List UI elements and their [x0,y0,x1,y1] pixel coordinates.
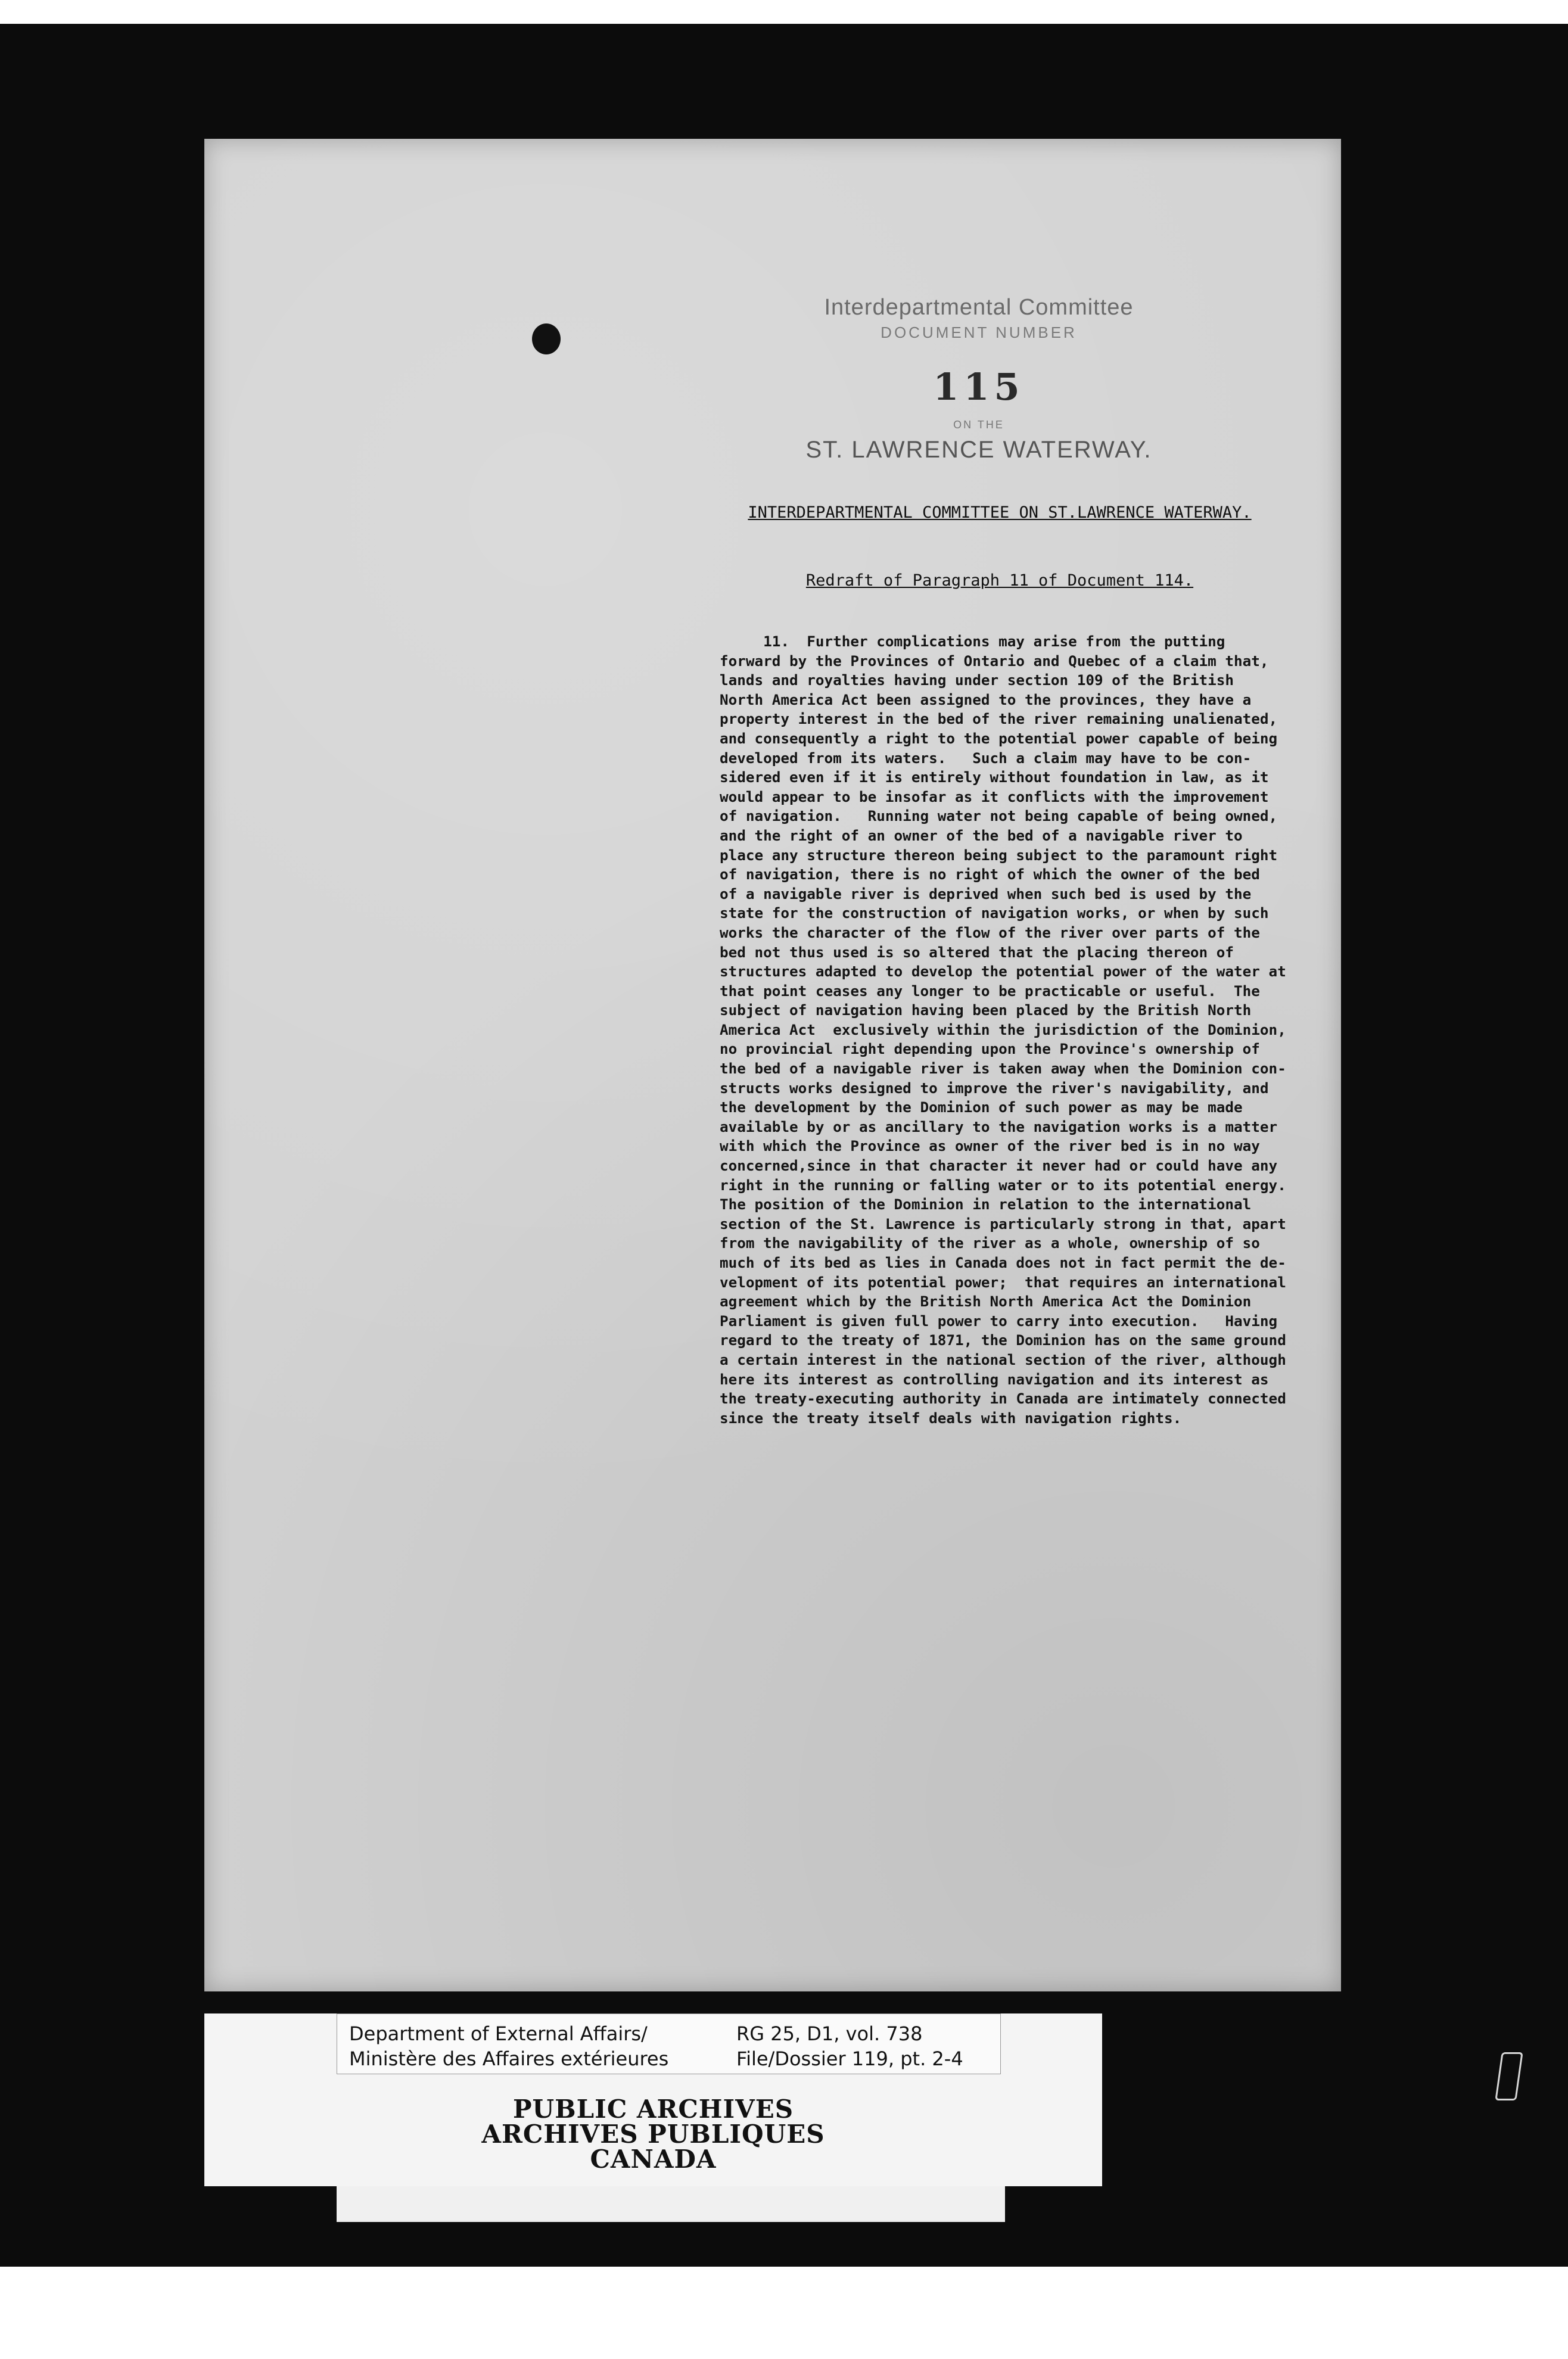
body-line: velopment of its potential power; that requires an international [720,1273,1286,1291]
body-line: works the character of the flow of the river over parts of the [720,923,1260,941]
body-line: of a navigable river is deprived when such bed is used by the [720,885,1252,902]
body-line: America Act exclusively within the jurisdiction of the Dominion, [720,1020,1286,1038]
stamp-committee: Interdepartmental Committee [824,295,1134,320]
body-line: since the treaty itself deals with navigation rights. [720,1409,1182,1427]
body-line: here its interest as controlling navigation and its interest as [720,1370,1269,1388]
body-line: structures adapted to develop the potential power of the water at [720,963,1286,981]
body-line: concerned,since in that character it never had or could have any [720,1157,1278,1175]
body-line: bed not thus used is so altered that the placing thereon of [720,943,1234,961]
document-heading: INTERDEPARTMENTAL COMMITTEE ON ST.LAWRENCE WATERWAY. [748,503,1252,522]
body-line: no provincial right depending upon the Province's ownership of [720,1040,1260,1058]
body-line: with which the Province as owner of the river bed is in no way [720,1137,1260,1155]
body-line: lands and royalties having under section 109 of the British [720,671,1234,689]
body-line: state for the construction of navigation works, or when by such [720,904,1269,922]
file-dossier: File/Dossier 119, pt. 2-4 [736,2047,963,2070]
body-line: available by or as ancillary to the navigation works is a matter [720,1118,1278,1135]
body-line: regard to the treaty of 1871, the Dominion has on the same ground [720,1331,1286,1349]
stamp-document-number: 115 [933,365,1025,409]
body-line: place any structure thereon being subject to the paramount right [720,846,1278,864]
body-line: of navigation. Running water not being capable of being owned, [720,807,1278,825]
body-line: section of the St. Lawrence is particularly strong in that, apart [720,1215,1286,1233]
department-french: Ministère des Affaires extérieures [349,2047,669,2070]
body-line: The position of the Dominion in relation to the international [720,1196,1252,1213]
body-paragraph [720,632,1438,1428]
body-line: North America Act been assigned to the provinces, they have a [720,690,1252,708]
body-line: Parliament is given full power to carry into execution. Having [720,1312,1278,1330]
stamp-waterway: ST. LAWRENCE WATERWAY. [805,437,1152,463]
body-line: a certain interest in the national section of the river, although [720,1350,1286,1368]
department-english: Department of External Affairs/ [349,2022,648,2045]
body-line: forward by the Provinces of Ontario and Quebec of a claim that, [720,652,1269,670]
stamp-document-number-label: DOCUMENT NUMBER [881,323,1077,341]
document-subheading: Redraft of Paragraph 11 of Document 114. [805,571,1194,590]
body-line: that point ceases any longer to be practicable or useful. The [720,982,1260,1000]
body-line: the bed of a navigable river is taken away when the Dominion con- [720,1060,1286,1078]
archives-line-english: PUBLIC ARCHIVES [512,2095,794,2124]
body-line: subject of navigation having been placed by the British North [720,1001,1252,1019]
microfilm-frame [0,24,1568,2267]
record-group: RG 25, D1, vol. 738 [736,2022,923,2045]
body-line: right in the running or falling water or to its potential energy. [720,1176,1286,1194]
body-line: the development by the Dominion of such power as may be made [720,1098,1243,1116]
body-line: sidered even if it is entirely without foundation in law, as it [720,768,1269,786]
body-line: of navigation, there is no right of which the owner of the bed [720,866,1260,883]
body-line: from the navigability of the river as a whole, ownership of so [720,1234,1260,1252]
body-line: and consequently a right to the potential power capable of being [720,729,1278,747]
label-tab [337,2186,1005,2222]
file-reference [736,2021,963,2071]
department-name [349,2021,668,2071]
body-line: structs works designed to improve the river's navigability, and [720,1079,1269,1097]
document-page [204,139,1341,1991]
archive-label-card [204,2013,1102,2186]
body-line: and the right of an owner of the bed of a navigable river to [720,826,1243,844]
body-line: the treaty-executing authority in Canada are intimately connected [720,1390,1286,1408]
body-line: 11. Further complications may arise from the putting [720,633,1225,650]
archive-reference-label [337,2013,1001,2074]
stamp-on-the: ON THE [953,419,1004,431]
frame-marker [1495,2052,1523,2100]
body-line: property interest in the bed of the river remaining unalienated, [720,710,1278,728]
body-line: much of its bed as lies in Canada does not in fact permit the de- [720,1254,1286,1271]
body-line: agreement which by the British North America Act the Dominion [720,1293,1252,1311]
body-line: developed from its waters. Such a claim may have to be con- [720,749,1252,767]
archives-line-country: CANADA [590,2145,717,2174]
punch-hole [532,323,561,354]
body-line: would appear to be insofar as it conflicts with the improvement [720,788,1269,805]
archives-line-french: ARCHIVES PUBLIQUES [481,2120,825,2149]
